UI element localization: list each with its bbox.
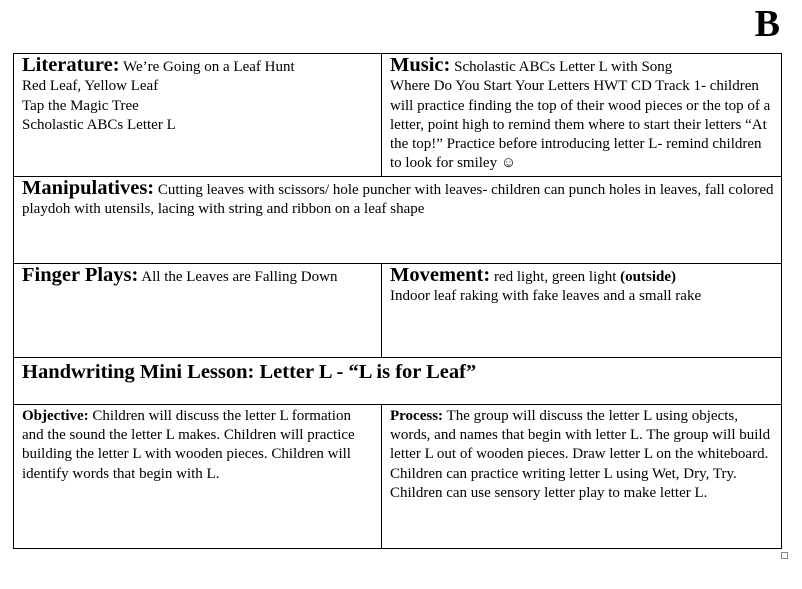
handwriting-cell — [14, 357, 782, 404]
row-handwriting-title — [14, 357, 782, 404]
movement-cell — [382, 263, 782, 357]
literature-item: Tap the Magic Tree — [22, 97, 139, 114]
finger-plays-body: All the Leaves are Falling Down — [141, 268, 338, 285]
movement-body: red light, green light — [493, 268, 617, 285]
literature-item: Scholastic ABCs Letter L — [22, 116, 176, 133]
literature-cell — [14, 54, 382, 177]
process-cell — [382, 404, 782, 548]
page-letter: B — [754, 3, 780, 45]
movement-note: (outside) — [620, 268, 676, 285]
literature-label: Literature: — [22, 54, 120, 76]
table-resize-handle[interactable] — [781, 552, 788, 559]
music-cell — [382, 54, 782, 177]
objective-label: Objective: — [22, 407, 89, 424]
music-title: Scholastic ABCs Letter L with Song — [454, 59, 673, 75]
music-label: Music: — [390, 54, 451, 76]
finger-plays-label: Finger Plays: — [22, 263, 139, 286]
manipulatives-label: Manipulatives: — [22, 176, 155, 199]
movement-line2: Indoor leaf raking with fake leaves and a small rake — [390, 288, 702, 305]
literature-item: Red Leaf, Yellow Leaf — [22, 78, 159, 95]
objective-body: Children will discuss the letter L formation and the sound the letter L makes. Children will practice building the letter L with wooden pieces. Children will identify words that begin with L. — [22, 407, 355, 482]
process-body: The group will discuss the letter L using objects, words, and names that begin with letter L. The group will build letter L out of wooden pieces. Draw letter L on the whiteboard. Children can practice writing letter L using Wet, Dry, Try. Children can use sensory letter play to make letter L. — [390, 407, 771, 501]
row-manipulatives — [14, 176, 782, 263]
movement-label: Movement: — [390, 263, 491, 286]
manipulatives-body: Cutting leaves with scissors/ hole puncher with leaves- children can punch holes in leaves, fall colored playdoh with utensils, lacing with string and ribbon on a leaf shape — [22, 181, 774, 218]
objective-cell — [14, 404, 382, 548]
process-label: Process: — [390, 407, 444, 424]
music-body: Where Do You Start Your Letters HWT CD Track 1- children will practice finding the top of their wood pieces or the top of a letter, point high to remind them where to start their letters “At the top!” Practice before introducing letter L- remind children to look for smiley ☺ — [390, 78, 771, 172]
row-literature-music — [14, 54, 782, 177]
handwriting-title: Handwriting Mini Lesson: Letter L - “L is for Leaf” — [22, 360, 477, 383]
literature-title: We’re Going on a Leaf Hunt — [123, 59, 295, 75]
row-objective-process — [14, 404, 782, 548]
finger-plays-cell — [14, 263, 382, 357]
manipulatives-cell — [14, 176, 782, 263]
lesson-plan-table — [13, 53, 782, 549]
row-fingerplays-movement — [14, 263, 782, 357]
